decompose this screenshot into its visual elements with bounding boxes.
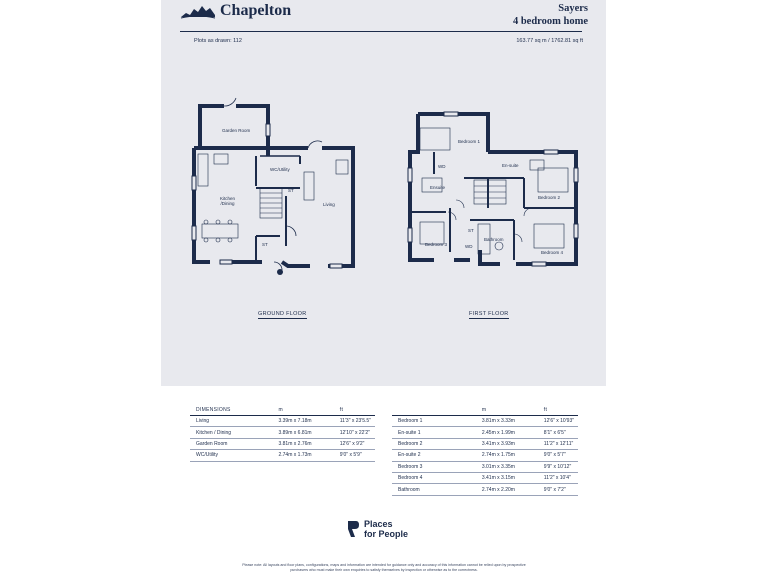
room-name: Bedroom 2 (392, 438, 476, 449)
room-st-ff: ST (468, 228, 474, 233)
room-name: Living (190, 416, 272, 427)
room-metric: 3.01m x 3.35m (476, 461, 538, 472)
room-metric: 2.74m x 1.75m (476, 450, 538, 461)
house-title (513, 2, 588, 28)
room-metric: 3.39m x 7.18m (272, 416, 333, 427)
room-bathroom: Bathroom (484, 237, 504, 242)
room-st: ST (288, 188, 294, 193)
room-imperial: 11'2" x 12'11" (538, 438, 578, 449)
room-metric: 3.89m x 6.81m (272, 427, 333, 438)
table-row (392, 472, 578, 483)
plots-text: Plots as drawn: 112 (194, 38, 242, 44)
header-divider (180, 31, 582, 32)
table-row (190, 450, 375, 461)
header-m: m (476, 405, 538, 416)
room-garden-room: Garden Room (222, 128, 251, 133)
dimensions-table-left (190, 405, 375, 462)
room-name: Garden Room (190, 438, 272, 449)
room-metric: 2.74m x 1.73m (272, 450, 333, 461)
house-type: 4 bedroom home (512, 16, 588, 27)
room-metric: 2.74m x 2.20m (476, 484, 538, 495)
room-imperial: 12'6" x 10'93" (538, 416, 578, 427)
chapelton-logo-icon (180, 3, 216, 19)
room-imperial: 12'10" x 22'2" (334, 427, 375, 438)
room-bedroom-2: Bedroom 2 (538, 195, 561, 200)
room-imperial: 9'0" x 5'9" (334, 450, 375, 461)
table-row (392, 438, 578, 449)
room-metric: 3.41m x 3.93m (476, 438, 538, 449)
room-imperial: 9'9" x 10'12" (538, 461, 578, 472)
table-row (392, 450, 578, 461)
room-imperial: 11'3" x 23'5.5" (334, 416, 375, 427)
table-row (392, 427, 578, 438)
table-row (190, 416, 375, 427)
table-row (190, 427, 375, 438)
room-wd-1: WD (438, 164, 446, 169)
room-name: Bedroom 3 (392, 461, 476, 472)
room-metric: 3.81m x 2.76m (272, 438, 333, 449)
room-imperial: 9'0" x 5'7" (538, 450, 578, 461)
room-wd-2: WD (465, 244, 473, 249)
room-imperial: 8'1" x 6'5" (538, 427, 578, 438)
table-row (392, 484, 578, 495)
header-ft: ft (538, 405, 578, 416)
partner-name-line2: for People (364, 529, 409, 539)
house-name: Sayers (558, 3, 588, 14)
room-wc-utility: WC/Utility (270, 167, 290, 172)
brand-logo (180, 2, 291, 20)
places-for-people-logo (346, 519, 408, 539)
table-row (392, 461, 578, 472)
room-name: Bedroom 1 (392, 416, 476, 427)
partner-name-line1: Places (364, 519, 393, 529)
room-st-2: ST (262, 242, 268, 247)
room-name: Kitchen / Dining (190, 427, 272, 438)
room-bedroom-3: Bedroom 3 (425, 242, 448, 247)
disclaimer-text: Please note: All layouts and floor plans, configurations, maps and information are intended for guidance only and accuracy of this information cannot be relied upon by prospective purchasers who must make their own enquiries to satisfy themselves by inspection or otherwise as to the correctness. (242, 563, 526, 572)
room-name: Bathroom (392, 484, 476, 495)
table-row (392, 416, 578, 427)
places-for-people-icon (346, 519, 360, 539)
room-name: Bedroom 4 (392, 472, 476, 483)
room-metric: 3.81m x 3.33m (476, 416, 538, 427)
area-text: 163.77 sq m / 1762.81 sq ft (516, 38, 583, 44)
table-row (190, 438, 375, 449)
first-floor-label: FIRST FLOOR (469, 311, 509, 317)
room-metric: 3.41m x 3.15m (476, 472, 538, 483)
room-name: En-suite 1 (392, 427, 476, 438)
room-ensuite-1: Ensuite (430, 185, 446, 190)
room-name: WC/Utility (190, 450, 272, 461)
room-imperial: 9'0" x 7'2" (538, 484, 578, 495)
room-metric: 2.45m x 1.99m (476, 427, 538, 438)
header-dimensions: DIMENSIONS (190, 405, 272, 416)
header-room (392, 405, 476, 416)
ground-floor-label: GROUND FLOOR (258, 311, 307, 317)
room-imperial: 11'2" x 10'4" (538, 472, 578, 483)
brand-name: Chapelton (220, 2, 292, 19)
dimensions-table-right (392, 405, 578, 496)
room-imperial: 12'6" x 9'2" (334, 438, 375, 449)
room-bedroom-1: Bedroom 1 (458, 139, 481, 144)
header-ft: ft (334, 405, 375, 416)
header-m: m (272, 405, 333, 416)
ground-floor-plan (190, 96, 360, 276)
room-bedroom-4: Bedroom 4 (541, 250, 564, 255)
room-living: Living (323, 202, 335, 207)
room-name: En-suite 2 (392, 450, 476, 461)
room-en-suite-2: En-suite (502, 163, 519, 168)
room-kitchen-dining: Kitchen /Dining (220, 196, 236, 206)
